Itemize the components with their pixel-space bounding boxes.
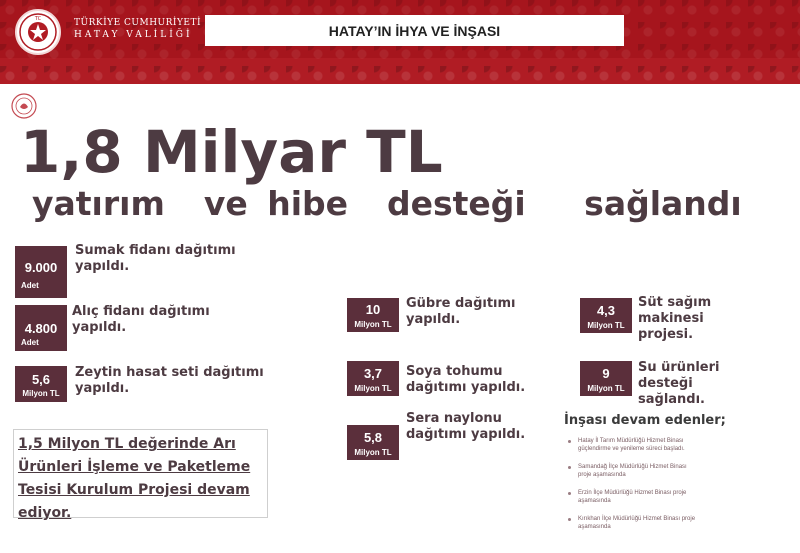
list-item (568, 463, 768, 479)
stat-desc-sumac (75, 243, 236, 275)
svg-text:TC: TC (34, 16, 42, 22)
ongoing-list (568, 437, 768, 541)
stat-box-sumac (15, 246, 67, 298)
stat-unit: Milyon TL (354, 384, 392, 393)
project-line: ediyor. (18, 505, 72, 521)
list-item-line: proje aşamasında (578, 472, 626, 478)
desc-line: sağlandı. (638, 392, 705, 407)
stat-value: 4.800 (24, 321, 58, 336)
desc-line: Soya tohumu (406, 364, 503, 379)
headline-subtitle: yatırım ve hibe desteği sağlandı (32, 184, 742, 223)
stat-box-soy (347, 361, 399, 396)
list-item-line: Erzin İlçe Müdürlüğü Hizmet Binası proje (578, 490, 687, 496)
desc-line: makinesi (638, 311, 704, 326)
header-bar (0, 0, 800, 84)
desc-line: Süt sağım (638, 295, 712, 310)
ongoing-title: İnşası devam edenler; (564, 413, 726, 428)
desc-line: yapıldı. (75, 259, 130, 274)
stat-value: 10 (365, 302, 381, 317)
stat-unit: Milyon TL (587, 384, 625, 393)
stat-desc-olive (75, 365, 264, 397)
governorship-emblem-icon (18, 12, 58, 52)
desc-line: Sera naylonu (406, 411, 502, 426)
desc-line: Gübre dağıtımı (406, 296, 516, 311)
desc-line: yapıldı. (75, 381, 130, 396)
stat-box-milking (580, 298, 632, 333)
stat-desc-fertilizer (406, 296, 516, 328)
stat-box-aquaculture (580, 361, 632, 396)
stat-unit: Milyon TL (22, 389, 60, 398)
stat-desc-aquaculture (638, 360, 719, 408)
desc-line: Alıç fidanı dağıtımı (72, 304, 210, 319)
gov-line-2: HATAY VALİLİĞİ (74, 30, 193, 40)
stat-unit: Adet (21, 338, 39, 347)
stat-desc-hawthorn (72, 304, 210, 336)
list-item-line: güçlendirme ve yenileme süreci başladı. (578, 446, 685, 452)
desc-line: yapıldı. (72, 320, 127, 335)
ministry-seal-icon (10, 92, 38, 120)
project-line: 1,5 Milyon TL değerinde Arı (18, 436, 236, 452)
stat-box-greenhouse (347, 425, 399, 460)
desc-line: dağıtımı yapıldı. (406, 380, 526, 395)
stat-desc-greenhouse (406, 411, 525, 443)
stat-value: 5,8 (363, 430, 383, 445)
desc-line: Sumak fidanı dağıtımı (75, 243, 236, 258)
stat-unit: Adet (21, 281, 39, 290)
stat-value: 5,6 (31, 372, 51, 387)
headline-amount: 1,8 Milyar TL (20, 118, 443, 186)
list-item (568, 437, 768, 453)
governorship-logo (15, 9, 61, 55)
stat-value: 4,3 (596, 303, 616, 318)
list-item-line: Hatay İl Tarım Müdürlüğü Hizmet Binası (578, 438, 684, 444)
project-line: Ürünleri İşleme ve Paketleme (18, 459, 251, 475)
page-title-banner: HATAY’IN İHYA VE İNŞASI (205, 15, 624, 46)
desc-line: Zeytin hasat seti dağıtımı (75, 365, 264, 380)
list-item-line: Samandağ İlçe Müdürlüğü Hizmet Binası (578, 464, 687, 470)
stat-box-hawthorn (15, 305, 67, 351)
list-item-line: aşamasında (578, 524, 611, 530)
list-item (568, 515, 768, 531)
stat-unit: Milyon TL (354, 448, 392, 457)
list-item-line: Kırıkhan İlçe Müdürlüğü Hizmet Binası proje (578, 516, 696, 522)
stat-box-olive (15, 366, 67, 402)
governorship-title (74, 18, 201, 40)
gov-line-1: TÜRKİYE CUMHURİYETİ (74, 18, 202, 28)
stat-unit: Milyon TL (587, 321, 625, 330)
stat-unit: Milyon TL (354, 320, 392, 329)
stat-desc-milking (638, 295, 711, 343)
desc-line: desteği (638, 376, 693, 391)
project-line: Tesisi Kurulum Projesi devam (18, 482, 250, 498)
desc-line: projesi. (638, 327, 694, 342)
list-item-line: aşamasında (578, 498, 611, 504)
desc-line: dağıtımı yapıldı. (406, 427, 526, 442)
stat-desc-soy (406, 364, 525, 396)
desc-line: yapıldı. (406, 312, 461, 327)
stat-value: 3,7 (363, 366, 383, 381)
desc-line: Su ürünleri (638, 360, 720, 375)
stat-value: 9 (602, 366, 610, 381)
stat-box-fertilizer (347, 298, 399, 332)
list-item (568, 489, 768, 505)
bee-project-box (13, 429, 268, 521)
stat-value: 9.000 (24, 260, 58, 275)
